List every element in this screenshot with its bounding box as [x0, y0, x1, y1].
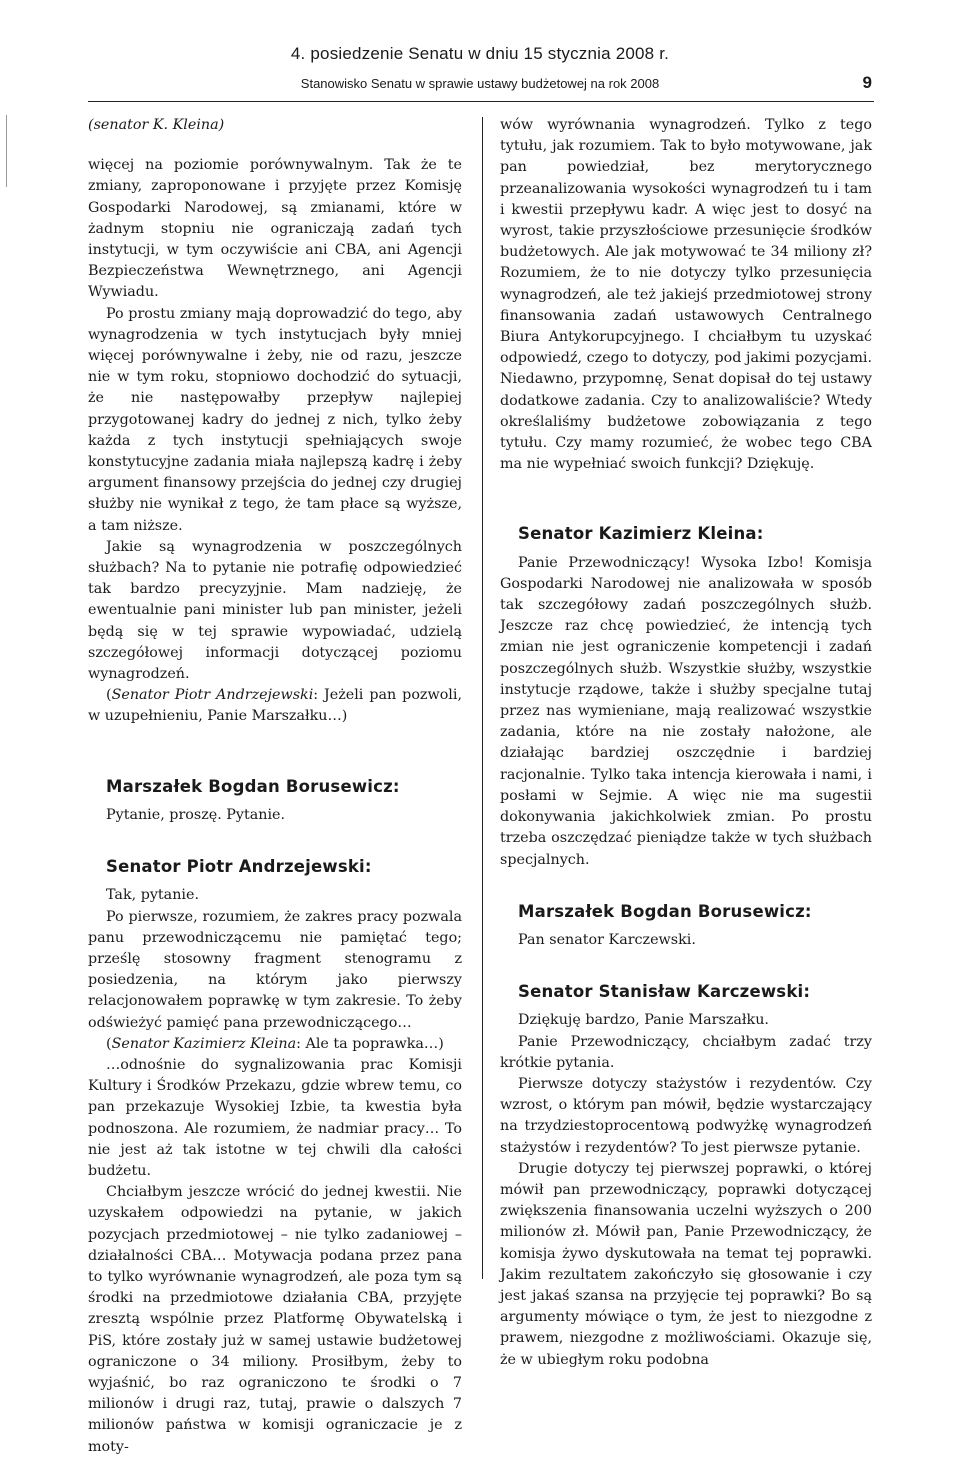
paragraph: Drugie dotyczy tej pierwszej poprawki, o której mówił pan przewodniczący, poprawki dotyczącej zwiększenia finansowania uczelni wyższych o 200 milionów zł. Mówił pan, Panie Przewodniczący, że komisja żywo dyskutowała na temat tej poprawki. Jakim rezultatem zakończyło się głosowanie i czy jest jakaś szansa na przyjęcie tej poprawki? Bo są argumenty mówiące o tym, że jest to niezgodne z prawem, niezgodne z możliwościami. Okazuje się, że w ubiegłym roku podobna: [500, 1160, 872, 1368]
interjection-speaker: Senator Kazimierz Kleina: [111, 1035, 297, 1052]
interjection: (Senator Piotr Andrzejewski: Jeżeli pan pozwoli, w uzupełnieniu, Panie Marszałku…): [88, 687, 462, 725]
interjection: (Senator Kazimierz Kleina: Ale ta poprawka…): [106, 1035, 444, 1052]
paragraph: Dziękuję bardzo, Panie Marszałku.: [518, 1012, 769, 1029]
paragraph: Jakie są wynagrodzenia w poszczególnych służbach? Na to pytanie nie potrafię odpowiedzieć tak bardzo precyzyjnie. Mam nadzieję, że ewentualnie pani minister lub pan minister, jeżeli będą się w tej sprawie wypowiadać, udzielą szczegółowej informacji dotyczącej poziomu wynagrodzeń.: [88, 538, 462, 683]
left-column: [88, 115, 462, 1458]
paragraph: więcej na poziomie porównywalnym. Tak że te zmiany, zaproponowane i przyjęte przez Komisję Gospodarki Narodowej, są zmianami, które w żadnym stopniu nie ograniczają zadań tych instytucji, w tym oczywiście ani CBA, ani Agencji Bezpieczeństwa Wewnętrznego, ani Agencji Wywiadu.: [88, 157, 462, 301]
session-title: 4. posiedzenie Senatu w dniu 15 stycznia 2008 r.: [290, 44, 670, 63]
paragraph: Tak, pytanie.: [106, 887, 199, 904]
header-divider: [88, 101, 874, 102]
paragraph: Panie Przewodniczący, chciałbym zadać trzy krótkie pytania.: [500, 1033, 872, 1071]
paragraph: Chciałbym jeszcze wrócić do jednej kwestii. Nie uzyskałem odpowiedzi na pytanie, w jakich pozycjach przedmiotowej – nie tylko zadaniowej – działalności CBA… Motywacja podana przez pana to tylko wyrównanie wynagrodzeń, ale poza tym są środki na przedmiotowe działania CBA, przyjęte zresztą wspólnie przez Platformę Obywatelską i PiS, które zostały już w samej ustawie budżetowej ograniczone o 34 miliony. Prosiłbym, żeby to wyjaśnić, bo raz ograniczono te środki o 7 milionów i drugi raz, tutaj, prawie o dalszych 7 milionów państwa w komisji ograniczacie je z moty-: [88, 1184, 462, 1455]
paragraph: Po prostu zmiany mają doprowadzić do tego, aby wynagrodzenia w tych instytucjach były mniej więcej porównywalne i żeby, nie od razu, jeszcze nie w tym roku, stopniowo dochodzić do sytuacji, że nie następowałby przepływ najlepiej przygotowanej kadry do jednej z nich, tylko żeby każda z tych instytucji spełniających swoje konstytucyjne zadania miała najlepszą kadrę i żeby argument finansowy przejścia do jednej czy drugiej służby nie wynikał z tego, że tam płace są wyższe, a tam niższe.: [88, 305, 462, 534]
column-divider: [482, 117, 483, 1279]
speaker-tag: (senator K. Kleina): [88, 117, 225, 133]
speaker-heading: Senator Stanisław Karczewski:: [518, 982, 811, 1002]
paragraph: Panie Przewodniczący! Wysoka Izbo! Komisja Gospodarki Narodowej nie analizowała w sposób tak szczegółowy zadań poszczególnych służb. Jeszcze raz chcę powiedzieć, że intencją tych zmian nie jest ograniczenie kompetencji i zadań poszczególnych służb. Wszystkie służby, wszystkie instytucje rządowe, także i służby specjalne tutaj przez nas wymieniane, mają realizować wszystkie zadania, które na nie zostały nałożone, ale działając bardziej oszczędnie i bardziej racjonalnie. Tylko taka intencja kierowała i nami, i posłami w Sejmie. A więc nie ma sugestii dokonywania jakichkolwiek zmian. Po prostu trzeba oszczędzać pieniądze także w tych służbach specjalnych.: [500, 554, 872, 868]
paragraph-continued: wów wyrównania wynagrodzeń. Tylko z tego tytułu, jak rozumiem. Tak to było motywowane, jak pan powiedział, bez merytorycznego przeanalizowania wysokości wynagrodzeń tu i tam i kwestii przepływu kadr. A więc jest to dosyć na wyrost, takie przyszłościowe przesunięcie środków budżetowych. Ale jak motywować te 34 miliony zł? Rozumiem, że to nie dotyczy tylko przesunięcia wynagrodzeń, ale też jakiejś przedmiotowej strony finansowania zadań ustawowych Centralnego Biura Antykorupcyjnego. I chciałbym tu uzyskać odpowiedź, czego to dotyczy, pod jakimi pozycjami. Niedawno, przypomnę, Senat dopisał do tej ustawy dodatkowe zadania. Czy to analizowaliście? Wtedy określaliśmy budżetowe zobowiązania z tego tytułu. Czy mamy rozumieć, że wobec tego CBA ma nie wypełniać swoich funkcji? Dziękuję.: [500, 117, 872, 473]
speaker-heading: Marszałek Bogdan Borusewicz:: [106, 776, 400, 796]
interjection-speaker: Senator Piotr Andrzejewski: [111, 687, 314, 704]
paragraph: Po pierwsze, rozumiem, że zakres pracy pozwala panu przewodniczącemu nie pamiętać tego; prześlę stosowny fragment stenogramu z posiedzenia, na którym jako pierwszy relacjonowałem poprawkę w tym zakresie. To żeby odświeżyć pamięć pana przewodniczącego…: [88, 908, 462, 1031]
interjection-text: : Ale ta poprawka…): [296, 1035, 444, 1052]
page-number: 9: [862, 73, 872, 92]
right-column: [500, 115, 872, 1371]
paragraph: Pierwsze dotyczy stażystów i rezydentów. Czy wzrost, o którym pan mówił, będzie wystarczający na trzydziestoprocentową podwyżkę wynagrodzeń stażystów i rezydentów? To jest pierwsze pytanie.: [500, 1075, 872, 1156]
paragraph: Pytanie, proszę. Pytanie.: [106, 806, 286, 823]
interjection-text: : Jeżeli pan pozwoli, w uzupełnieniu, Panie Marszałku…): [88, 687, 462, 725]
paragraph: …odnośnie do sygnalizowania prac Komisji Kultury i Środków Przekazu, gdzie wbrew temu, co pan przekazuje Wysokiej Izbie, ta kwestia była podnoszona. Ale rozumiem, że nadmiar pracy… To nie jest aż tak istotne w tej chwili dla całości budżetu.: [88, 1056, 462, 1179]
speaker-heading: Senator Piotr Andrzejewski:: [106, 857, 372, 877]
speaker-heading: Senator Kazimierz Kleina:: [518, 524, 764, 544]
speaker-heading: Marszałek Bogdan Borusewicz:: [518, 901, 812, 921]
paragraph: Pan senator Karczewski.: [518, 931, 696, 948]
margin-mark: [6, 115, 7, 187]
document-subtitle: Stanowisko Senatu w sprawie ustawy budżetowej na rok 2008: [300, 76, 660, 91]
